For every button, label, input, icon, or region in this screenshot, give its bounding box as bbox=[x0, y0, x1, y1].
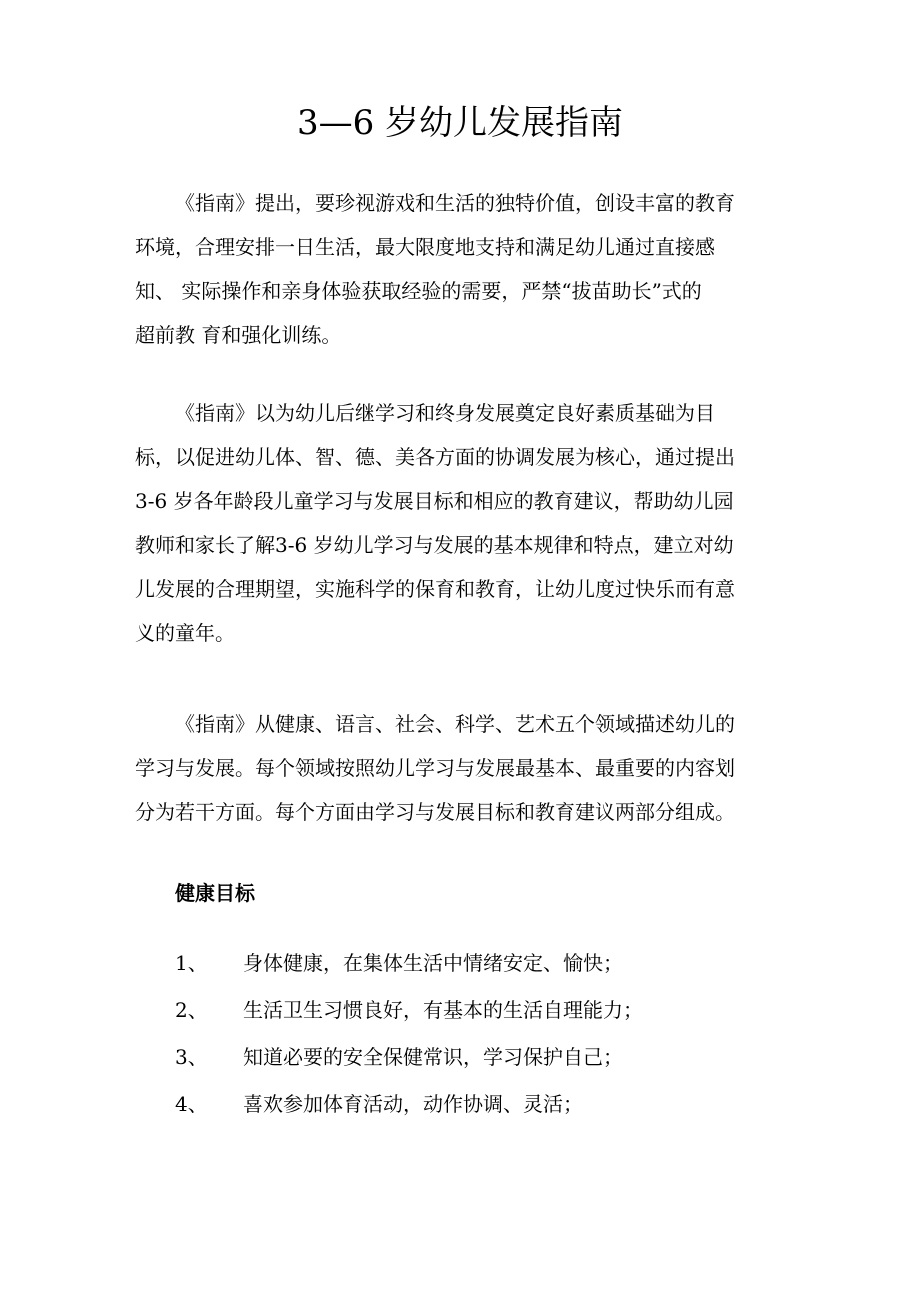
paragraph-3 bbox=[135, 702, 785, 834]
paragraph-line: 学习与发展。每个领域按照幼儿学习与发展最基本、最重要的内容划 bbox=[135, 756, 735, 780]
paragraph-2 bbox=[135, 391, 785, 655]
paragraph-line: 分为若干方面。每个方面由学习与发展目标和教育建议两部分组成。 bbox=[135, 800, 735, 824]
list-number: 1、 bbox=[175, 951, 208, 975]
list-number: 3、 bbox=[175, 1045, 208, 1069]
list-text: 生活卫生习惯良好，有基本的生活自理能力； bbox=[243, 998, 643, 1022]
paragraph-line: 环境，合理安排一日生活，最大限度地支持和满足幼儿通过直接感 bbox=[135, 235, 715, 259]
document-title: 3—6 岁幼儿发展指南 bbox=[296, 103, 624, 143]
list-number: 2、 bbox=[175, 998, 208, 1022]
paragraph-line: 儿发展的合理期望，实施科学的保育和教育，让幼儿度过快乐而有意 bbox=[135, 577, 735, 601]
paragraph-line: 3-6 岁各年龄段儿童学习与发展目标和相应的教育建议，帮助幼儿园 bbox=[135, 489, 734, 513]
list-number: 4、 bbox=[175, 1092, 208, 1116]
paragraph-line: 超前教 育和强化训练。 bbox=[135, 323, 342, 347]
section-heading: 健康目标 bbox=[175, 881, 255, 905]
list-text: 喜欢参加体育活动，动作协调、灵活； bbox=[243, 1092, 583, 1116]
paragraph-1 bbox=[135, 181, 785, 357]
paragraph-line: 知、 实际操作和亲身体验获取经验的需要，严禁“拔苗助长”式的 bbox=[135, 279, 702, 303]
paragraph-line: 《指南》提出，要珍视游戏和生活的独特价值，创设丰富的教育 bbox=[175, 191, 735, 215]
paragraph-line: 标，以促进幼儿体、智、德、美各方面的协调发展为核心，通过提出 bbox=[135, 445, 735, 469]
list-text: 知道必要的安全保健常识，学习保护自己； bbox=[243, 1045, 623, 1069]
paragraph-line: 《指南》从健康、语言、社会、科学、艺术五个领域描述幼儿的 bbox=[175, 712, 735, 736]
paragraph-line: 义的童年。 bbox=[135, 621, 235, 645]
list-text: 身体健康，在集体生活中情绪安定、愉快； bbox=[243, 951, 623, 975]
paragraph-line: 《指南》以为幼儿后继学习和终身发展奠定良好素质基础为目 bbox=[175, 401, 715, 425]
paragraph-line: 教师和家长了解3-6 岁幼儿学习与发展的基本规律和特点，建立对幼 bbox=[135, 533, 734, 557]
